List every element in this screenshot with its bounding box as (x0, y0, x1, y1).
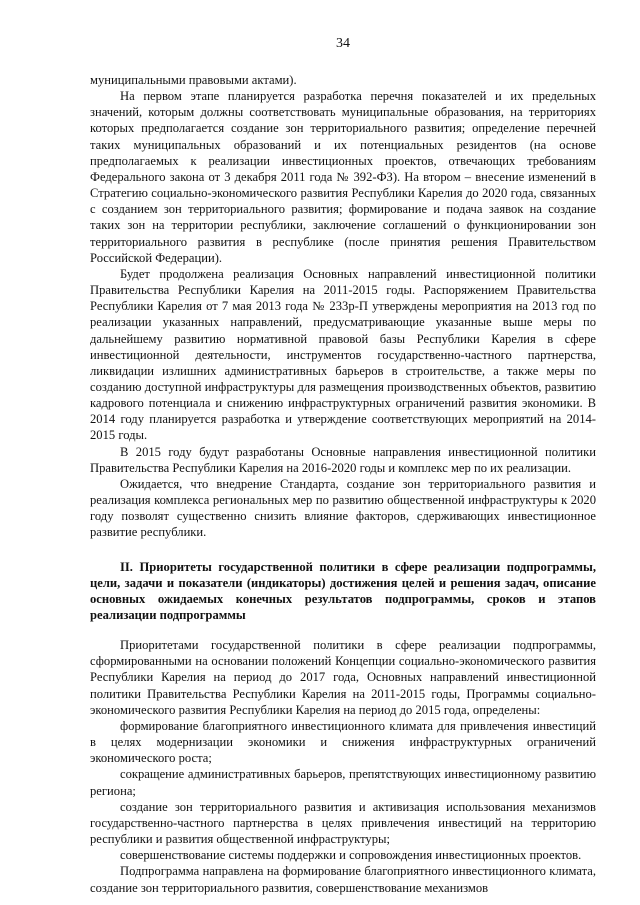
paragraph: Подпрограмма направлена на формирование благоприятного инвестиционного климата, создание зон территориального развития, совершенствование механизмов (90, 864, 596, 895)
paragraph: Приоритетами государственной политики в сфере реализации подпрограммы, сформированными на основании положений Концепции социально-экономического развития Республики Карелия на период до 2017 года, Основных направлений инвестиционной политики Правительства Республики Карелия на 2011-2015 годы, Программы социально-экономического развития Республики Карелия на период до 2015 года, определены: (90, 638, 596, 717)
section-heading: II. Приоритеты государственной политики в сфере реализации подпрограммы, цели, задачи и показатели (индикаторы) достижения целей и решения задач, описание основных ожидаемых конечных результатов подпрограммы, сроков и этапов реализации подпрограммы (90, 559, 596, 622)
paragraph: В 2015 году будут разработаны Основные направления инвестиционной политики Правительства Республики Карелия на 2016-2020 годы и комплекс мер по их реализации. (90, 444, 596, 475)
page-number: 34 (336, 36, 350, 51)
list-item: совершенствование системы поддержки и сопровождения инвестиционных проектов. (120, 848, 582, 863)
list-item: создание зон территориального развития и активизация использования механизмов государственно-частного партнерства в целях привлечения инвестиций на территорию республики и развития общественной инфраструктуры; (90, 799, 596, 847)
paragraph: муниципальными правовыми актами). (90, 73, 297, 87)
list-item: сокращение административных барьеров, препятствующих инвестиционному развитию региона; (90, 767, 596, 798)
document-page (90, 0, 596, 905)
list-item: формирование благоприятного инвестиционного климата для привлечения инвестиций в целях модернизации экономики и снижения инфраструктурных ограничений экономического роста; (90, 718, 596, 766)
paragraph: Ожидается, что внедрение Стандарта, создание зон территориального развития и реализация комплекса региональных мер по развитию общественной инфраструктуры к 2020 году позволят существенно снизить влияние факторов, сдерживающих инвестиционное развитие республики. (90, 476, 596, 540)
paragraph: Будет продолжена реализация Основных направлений инвестиционной политики Правительства Республики Карелия на 2011-2015 годы. Распоряжением Правительства Республики Карелия от 7 мая 2013 года № 233р-П утверждены мероприятия на 2013 год по реализации указанных направлений, предусматривающие указанные выше меры по дальнейшему развитию нормативной правовой базы Республики Карелия в сфере инвестиционной деятельности, инструментов государственно-частного партнерства, ликвидации излишних административных барьеров в строительстве, а также меры по созданию доступной инфраструктуры для размещения производственных объектов, развитию кадрового потенциала и снижению инфраструктурных ограничений развития экономики. В 2014 году планируется разработка и утверждение соответствующих мероприятий на 2014-2015 годы. (90, 266, 596, 443)
paragraph: На первом этапе планируется разработка перечня показателей и их предельных значений, которым должны соответствовать муниципальные образования, на территориях которых предполагается создание зон территориального развития; определение перечней таких муниципальных образований и их потенциальных резидентов (на основе предполагаемых к реализации инвестиционных проектов, отвечающих требованиям Федерального закона от 3 декабря 2011 года № 392-ФЗ). На втором – внесение изменений в Стратегию социально-экономического развития Республики Карелия до 2020 года, связанных с созданием зон территориального развития; формирование и подача заявок на создание таких зон на территории республики, заключение соглашений о функционировании зон территориального развития в республике (после принятия решения Правительством Российской Федерации). (90, 89, 596, 265)
document-body (90, 72, 596, 896)
